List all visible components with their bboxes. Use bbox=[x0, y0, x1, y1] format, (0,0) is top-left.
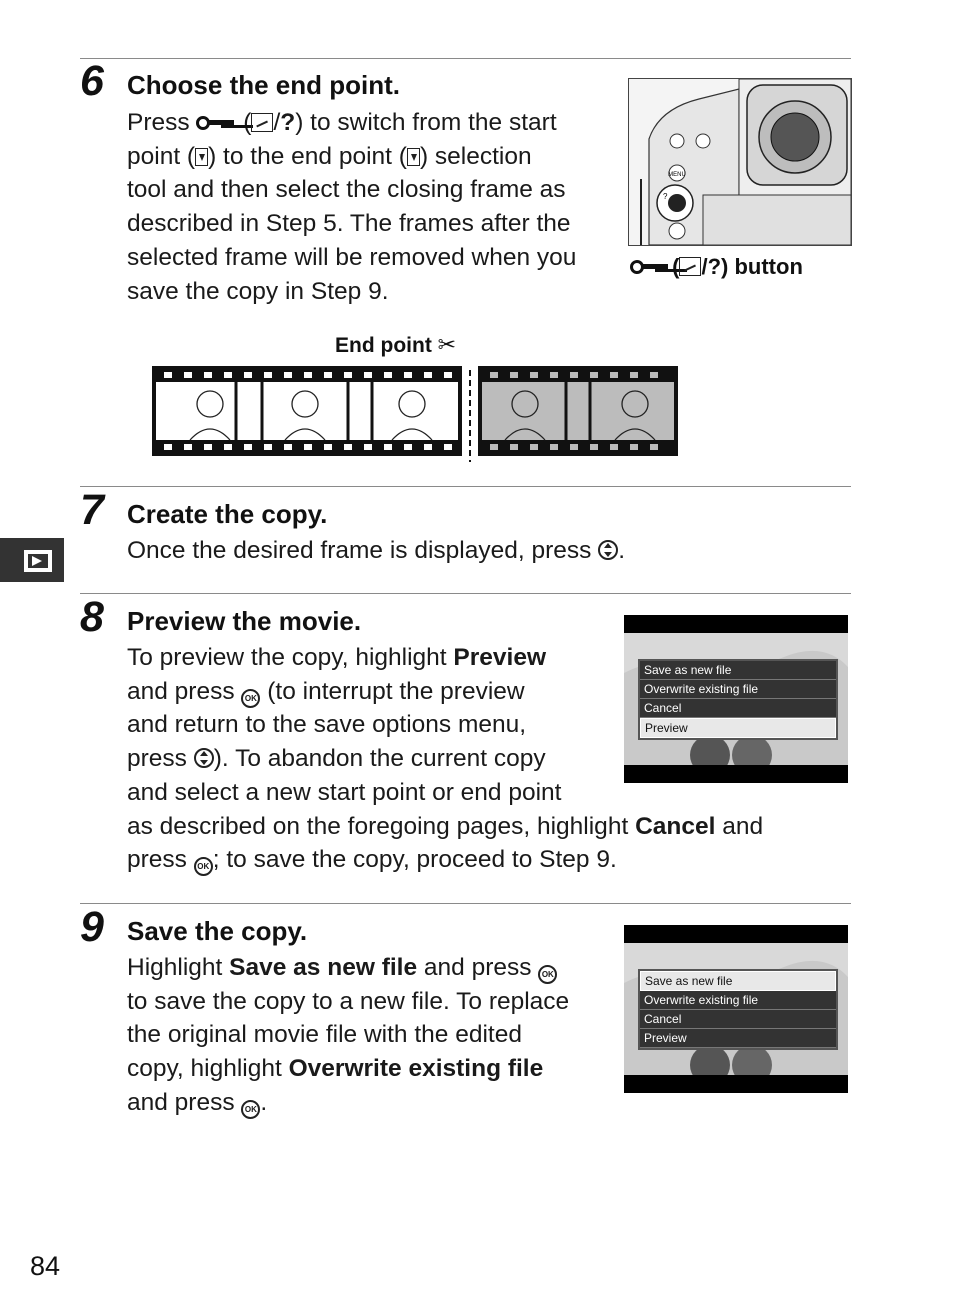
menu-item-save-as-new[interactable]: Save as new file bbox=[640, 661, 836, 680]
divider bbox=[80, 903, 851, 904]
movie-section-tab bbox=[0, 538, 64, 582]
ok-button-icon: OK bbox=[194, 857, 213, 876]
ok-button-icon: OK bbox=[538, 965, 557, 984]
protect-key-icon bbox=[630, 260, 666, 274]
step-number: 7 bbox=[80, 486, 104, 534]
step-number: 8 bbox=[80, 593, 104, 641]
step-body: Press ( /?) to switch from the start point ( ) to the end point ( ) selection tool and then select the closing frame as described in Step 5. The frames after the selected frame will be removed when you save the copy in Step 9. bbox=[127, 109, 577, 305]
step-body: Highlight Save as new file and press OK to save the copy to a new file. To replace the original movie file with the edited copy, highlight Overwrite existing file and press OK . bbox=[127, 951, 617, 1120]
camera-help-label: ? bbox=[663, 192, 668, 201]
step-body: To preview the copy, highlight Preview and press OK (to interrupt the preview and return to the save options menu, press ). To abandon the current copy and select a new start point or end point as described on the foregoing pages, highlight Cancel and press OK ; to save the copy, proceed to Step 9. bbox=[127, 641, 827, 877]
menu-item-preview[interactable]: Preview bbox=[640, 1029, 836, 1048]
step-title: Save the copy. bbox=[127, 916, 308, 946]
menu-item-cancel[interactable]: Cancel bbox=[640, 1010, 836, 1029]
retouch-icon bbox=[679, 257, 701, 276]
retouch-icon bbox=[251, 113, 273, 132]
menu-item-overwrite[interactable]: Overwrite existing file bbox=[640, 991, 836, 1010]
menu-item-overwrite[interactable]: Overwrite existing file bbox=[640, 680, 836, 699]
save-screen bbox=[624, 925, 848, 1093]
preview-screen bbox=[624, 615, 848, 783]
camera-illustration bbox=[628, 78, 852, 246]
divider bbox=[80, 486, 851, 487]
ok-button-icon: OK bbox=[241, 689, 260, 708]
filmstrip-illustration bbox=[150, 366, 680, 456]
step-body: Once the desired frame is displayed, press . bbox=[127, 537, 625, 564]
divider bbox=[80, 58, 851, 59]
camera-button-caption: ( /?) button bbox=[630, 254, 803, 280]
multi-selector-icon bbox=[598, 540, 618, 560]
menu-item-save-as-new[interactable]: Save as new file bbox=[640, 971, 836, 991]
multi-selector-icon bbox=[194, 748, 214, 768]
start-point-icon bbox=[195, 148, 208, 166]
menu-item-preview[interactable]: Preview bbox=[640, 718, 836, 738]
save-options-menu bbox=[638, 659, 838, 740]
step-title: Choose the end point. bbox=[127, 70, 400, 100]
menu-item-cancel[interactable]: Cancel bbox=[640, 699, 836, 718]
step-title: Create the copy. bbox=[127, 499, 328, 529]
movie-icon bbox=[0, 538, 64, 582]
ok-button-icon: OK bbox=[241, 1100, 260, 1119]
end-point-icon bbox=[407, 148, 420, 166]
filmstrip-label: End point ✂ bbox=[335, 332, 457, 357]
step-title: Preview the movie. bbox=[127, 606, 362, 636]
save-options-menu bbox=[638, 969, 838, 1050]
protect-key-icon bbox=[196, 116, 236, 130]
scissors-icon: ✂ bbox=[437, 332, 457, 357]
page-number: 84 bbox=[30, 1251, 61, 1281]
step-number: 6 bbox=[80, 57, 104, 105]
step-number: 9 bbox=[80, 903, 104, 951]
camera-menu-label: MENU bbox=[668, 172, 686, 178]
divider bbox=[80, 593, 851, 594]
